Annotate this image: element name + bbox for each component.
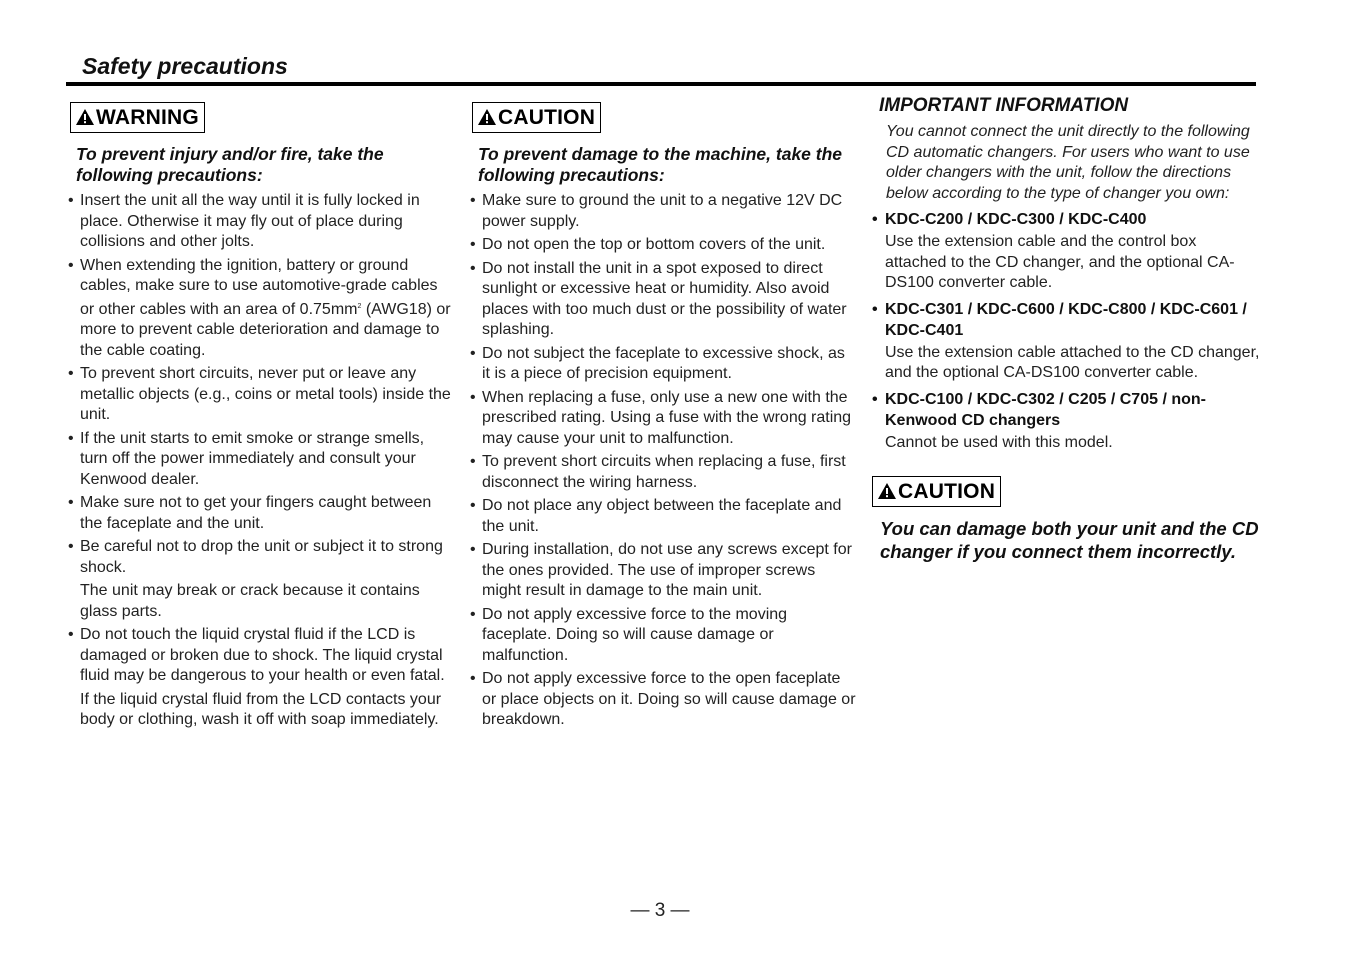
list-item (472, 259, 857, 341)
bullet: • (68, 538, 74, 555)
list-item-text: Do not subject the faceplate to excessive shock, as it is a piece of precision equipment. (482, 344, 845, 382)
caution-triangle-icon (877, 482, 897, 500)
list-item (70, 493, 455, 534)
caution2-section (872, 476, 1262, 563)
page-number: — 3 — (630, 900, 690, 921)
list-item-text: During installation, do not use any screws except for the ones provided. The use of improper screws might result in damage to the main unit. (482, 541, 852, 599)
list-item-note: The unit may break or crack because it contains glass parts. (80, 582, 420, 620)
list-item-text: Insert the unit all the way until it is fully locked in place. Otherwise it may fly out of place during collisions and other jolts. (80, 192, 420, 250)
bullet: • (470, 192, 476, 209)
bullet: • (68, 256, 74, 274)
list-item (472, 496, 857, 537)
bullet: • (872, 211, 878, 228)
list-item (472, 452, 857, 493)
bullet: • (470, 236, 476, 253)
bullet: • (68, 192, 74, 209)
caution-label: CAUTION (498, 106, 596, 129)
page-title: Safety precautions (82, 53, 288, 79)
list-item (70, 364, 455, 426)
bullet: • (470, 388, 476, 406)
warning-section (70, 102, 455, 734)
list-item (70, 191, 455, 253)
list-item (472, 605, 857, 667)
list-item-text (80, 256, 455, 362)
caution-subhead: To prevent damage to the machine, take the following precautions: (478, 144, 843, 185)
model-description: Use the extension cable attached to the CD changer, and the optional CA-DS100 converter cable. (885, 343, 1260, 381)
list-item-text: When replacing a fuse, only use a new one with the prescribed rating. Using a fuse with the wrong rating may cause your unit to malfunction. (482, 388, 852, 447)
bullet: • (470, 259, 476, 277)
model-heading-text: KDC-C200 / KDC-C300 / KDC-C400 (885, 211, 1147, 228)
list-item (472, 669, 857, 731)
list-item (472, 388, 857, 450)
bullet: • (68, 429, 74, 447)
caution-triangle-icon (477, 108, 497, 126)
warning-triangle-icon (75, 108, 95, 126)
list-item-text-part: When extending the ignition, battery or ground cables, make sure to use automotive-grade cables or other cables with an area of 0.75mm (80, 256, 438, 318)
bullet: • (470, 541, 476, 558)
warning-label: WARNING (96, 106, 199, 129)
model-heading (872, 389, 1262, 431)
list-item (472, 191, 857, 232)
bullet: • (470, 344, 476, 362)
caution-section (472, 102, 857, 734)
superscript: 2 (357, 302, 362, 310)
list-item-note: If the liquid crystal fluid from the LCD contacts your body or clothing, wash it off with soap immediately. (80, 690, 442, 728)
list-item-text: Do not install the unit in a spot exposed to direct sunlight or excessive heat or humidity. Also avoid places with too much dust or the possibility of water splashing. (482, 259, 847, 338)
bullet: • (872, 300, 878, 318)
important-heading: IMPORTANT INFORMATION (879, 95, 1129, 116)
caution2-badge (872, 476, 1001, 507)
bullet: • (68, 365, 74, 382)
list-item-text: Do not place any object between the faceplate and the unit. (482, 497, 842, 535)
bullet: • (470, 605, 476, 623)
bullet: • (872, 390, 878, 408)
warning-badge (70, 102, 205, 133)
list-item-text: Do not touch the liquid crystal fluid if the LCD is damaged or broken due to shock. The liquid crystal fluid may be dangerous to your health or even fatal. (80, 626, 445, 684)
warning-subhead: To prevent injury and/or fire, take the following precautions: (76, 144, 384, 185)
list-item-text: Be careful not to drop the unit or subject it to strong shock. (80, 538, 443, 576)
bullet: • (68, 494, 74, 511)
list-item-text: Make sure not to get your fingers caught between the faceplate and the unit. (80, 494, 432, 532)
bullet: • (470, 670, 476, 687)
model-heading-text: KDC-C100 / KDC-C302 / C205 / C705 / non-Kenwood CD changers (885, 390, 1206, 429)
caution2-label: CAUTION (898, 480, 996, 503)
list-item (472, 540, 857, 602)
list-item-text: To prevent short circuits, never put or leave any metallic objects (e.g., coins or metal tools) inside the unit. (80, 365, 451, 423)
model-heading (872, 299, 1262, 341)
list-item (70, 625, 455, 731)
bullet: • (68, 626, 74, 643)
model-heading (872, 209, 1262, 230)
caution-list (472, 191, 857, 731)
list-item-text-part: (AWG18) or more to prevent cable deterioration and damage to the cable coating. (80, 300, 451, 359)
list-item-text: Do not open the top or bottom covers of the unit. (482, 236, 826, 253)
model-description: Use the extension cable and the control box attached to the CD changer, and the optional CA-DS100 converter cable. (885, 233, 1235, 291)
warning-list (70, 191, 455, 731)
list-item-text: Do not apply excessive force to the moving faceplate. Doing so will cause damage or malfunction. (482, 605, 788, 664)
title-rule (66, 82, 1256, 86)
list-item-text: To prevent short circuits when replacing a fuse, first disconnect the wiring harness. (482, 453, 846, 491)
list-item-text: Do not apply excessive force to the open faceplate or place objects on it. Doing so will cause damage or breakdown. (482, 670, 856, 728)
bullet: • (470, 497, 476, 514)
list-item-text: Make sure to ground the unit to a negative 12V DC power supply. (482, 192, 843, 230)
model-description: Cannot be used with this model. (885, 433, 1113, 451)
important-section (872, 95, 1262, 563)
list-item (70, 256, 455, 362)
list-item (70, 429, 455, 491)
caution2-text: You can damage both your unit and the CD changer if you connect them incorrectly. (880, 518, 1259, 562)
list-item (70, 537, 455, 622)
caution-badge (472, 102, 601, 133)
model-heading-text: KDC-C301 / KDC-C600 / KDC-C800 / KDC-C601 / KDC-C401 (885, 300, 1247, 339)
bullet: • (470, 453, 476, 470)
list-item (472, 235, 857, 256)
important-intro: You cannot connect the unit directly to the following CD automatic changers. For users who want to use older changers with the unit, follow the directions below according to the type of changer you own: (886, 123, 1250, 202)
list-item (472, 344, 857, 385)
list-item-text: If the unit starts to emit smoke or strange smells, turn off the power immediately and consult your Kenwood dealer. (80, 429, 425, 488)
